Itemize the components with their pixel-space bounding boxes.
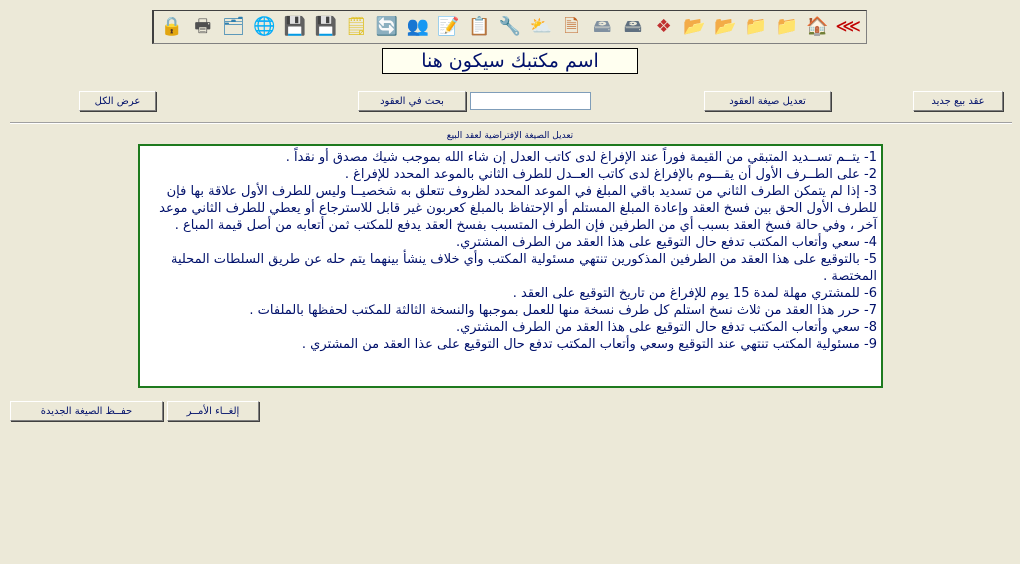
weather-icon[interactable]: ⛅ (529, 16, 552, 37)
contract-terms-editor[interactable] (138, 144, 883, 388)
printer-icon[interactable]: 🖶 (194, 16, 212, 37)
contract-clause: 8- سعي وأتعاب المكتب تدفع حال التوقيع على هذا العقد من الطرف المشتري. (455, 320, 877, 335)
save-icon[interactable]: 💾 (283, 16, 307, 37)
blue-folder-icon[interactable]: 📁 (744, 16, 768, 37)
refresh-document-icon[interactable]: 🔄 (375, 16, 399, 37)
contract-clause: 1- يتــم تســديد المتبقي من القيمة فوراً عند الإفراغ لدى كاتب العدل إن شاء الله بموجب شيك مصدق أو نقداً . (285, 150, 877, 165)
network-icon[interactable]: 🌐 (252, 16, 276, 37)
show-all-button[interactable]: عرض الكل (79, 91, 156, 111)
home-icon[interactable]: 🏠 (806, 16, 829, 37)
cancel-button[interactable]: إلغــاء الأمــر (167, 401, 259, 421)
main-toolbar (152, 10, 867, 44)
red-folder-icon[interactable]: 📁 (775, 16, 798, 37)
tools-icon[interactable]: 🔧 (498, 16, 522, 37)
edit-contract-form-button[interactable]: تعديل صيغة العقود (704, 91, 831, 111)
drive-icon[interactable]: 🖴 (593, 16, 612, 37)
lock-icon[interactable]: 🔒 (160, 16, 184, 37)
contract-clause: 3- إذا لم يتمكن الطرف الثاني من تسديد باقي المبلغ في الموعد المحدد لظروف تتعلق به شخصيــا وليس للطرف الأول علاقة بها فإن للطرف الأول الحق بين فسخ العقد وإعادة المبلغ المستلم أو الإحتفاظ بالمبلغ كعربون غير قابل للاسترجاع أو يعطي للطرف الثاني موعد آخر ، وفي حالة فسخ العقد بسبب أي من الطرفين فإن الطرف المتسبب بفسخ العقد يدفع للمكتب ثمن أتعابه من أصل قيمة المباع . (159, 184, 877, 233)
edit-document-icon[interactable]: 📝 (437, 16, 460, 37)
contract-clause: 5- بالتوقيع على هذا العقد من الطرفين المذكورين تنتهي مسئولية المكتب وأي خلاف ينشأ بينهما يتم حله عن طريق السلطات المحلية المختصة . (170, 252, 877, 284)
separator (10, 122, 1012, 124)
folder-sync-icon[interactable]: 🗂 (222, 16, 245, 37)
back-icon[interactable]: ⋘ (835, 16, 861, 37)
drive-add-icon[interactable]: 🖴 (623, 16, 643, 37)
contract-clause: 6- للمشتري مهلة لمدة 15 يوم للإفراغ من تاريخ التوقيع على العقد . (512, 286, 877, 301)
save-green-icon[interactable]: 💾 (314, 16, 337, 37)
teal-folder-icon[interactable]: 📂 (683, 16, 706, 37)
search-contracts-input[interactable] (470, 92, 591, 110)
sticky-note-icon[interactable]: 🗒 (344, 16, 368, 37)
clipboard-icon[interactable]: 📋 (468, 16, 491, 37)
contract-clause: 4- سعي وأتعاب المكتب تدفع حال التوقيع على هذا العقد من الطرف المشتري. (455, 235, 877, 250)
yellow-folder-icon[interactable]: 📂 (713, 16, 737, 37)
new-sale-contract-button[interactable]: عقد بيع جديد (913, 91, 1003, 111)
cubes-icon[interactable]: ❖ (655, 16, 672, 37)
form-caption: تعديل الصيغة الإفتراضية لعقد البيع (446, 131, 574, 141)
office-name-banner: اسم مكتبك سيكون هنا (382, 48, 638, 74)
document-house-icon[interactable]: 🗎 (564, 16, 579, 37)
contract-clause: 7- حرر هذا العقد من ثلاث نسخ استلم كل طرف نسخة منها للعمل بموجبها والنسخة الثالثة للمكتب لحفظها بالملفات . (249, 303, 877, 318)
users-icon[interactable]: 👥 (406, 16, 430, 37)
contract-clause: 2- على الطــرف الأول أن يقـــوم بالإفراغ لدى كاتب العــدل للطرف الثاني بالموعد المحدد للإفراغ . (344, 167, 877, 182)
search-contracts-button[interactable]: بحث في العقود (358, 91, 466, 111)
contract-clause: 9- مسئولية المكتب تنتهي عند التوقيع وسعي وأتعاب المكتب تدفع حال التوقيع على عذا العقد من المشتري . (301, 337, 877, 352)
save-new-form-button[interactable]: حفــظ الصيغة الجديدة (10, 401, 163, 421)
